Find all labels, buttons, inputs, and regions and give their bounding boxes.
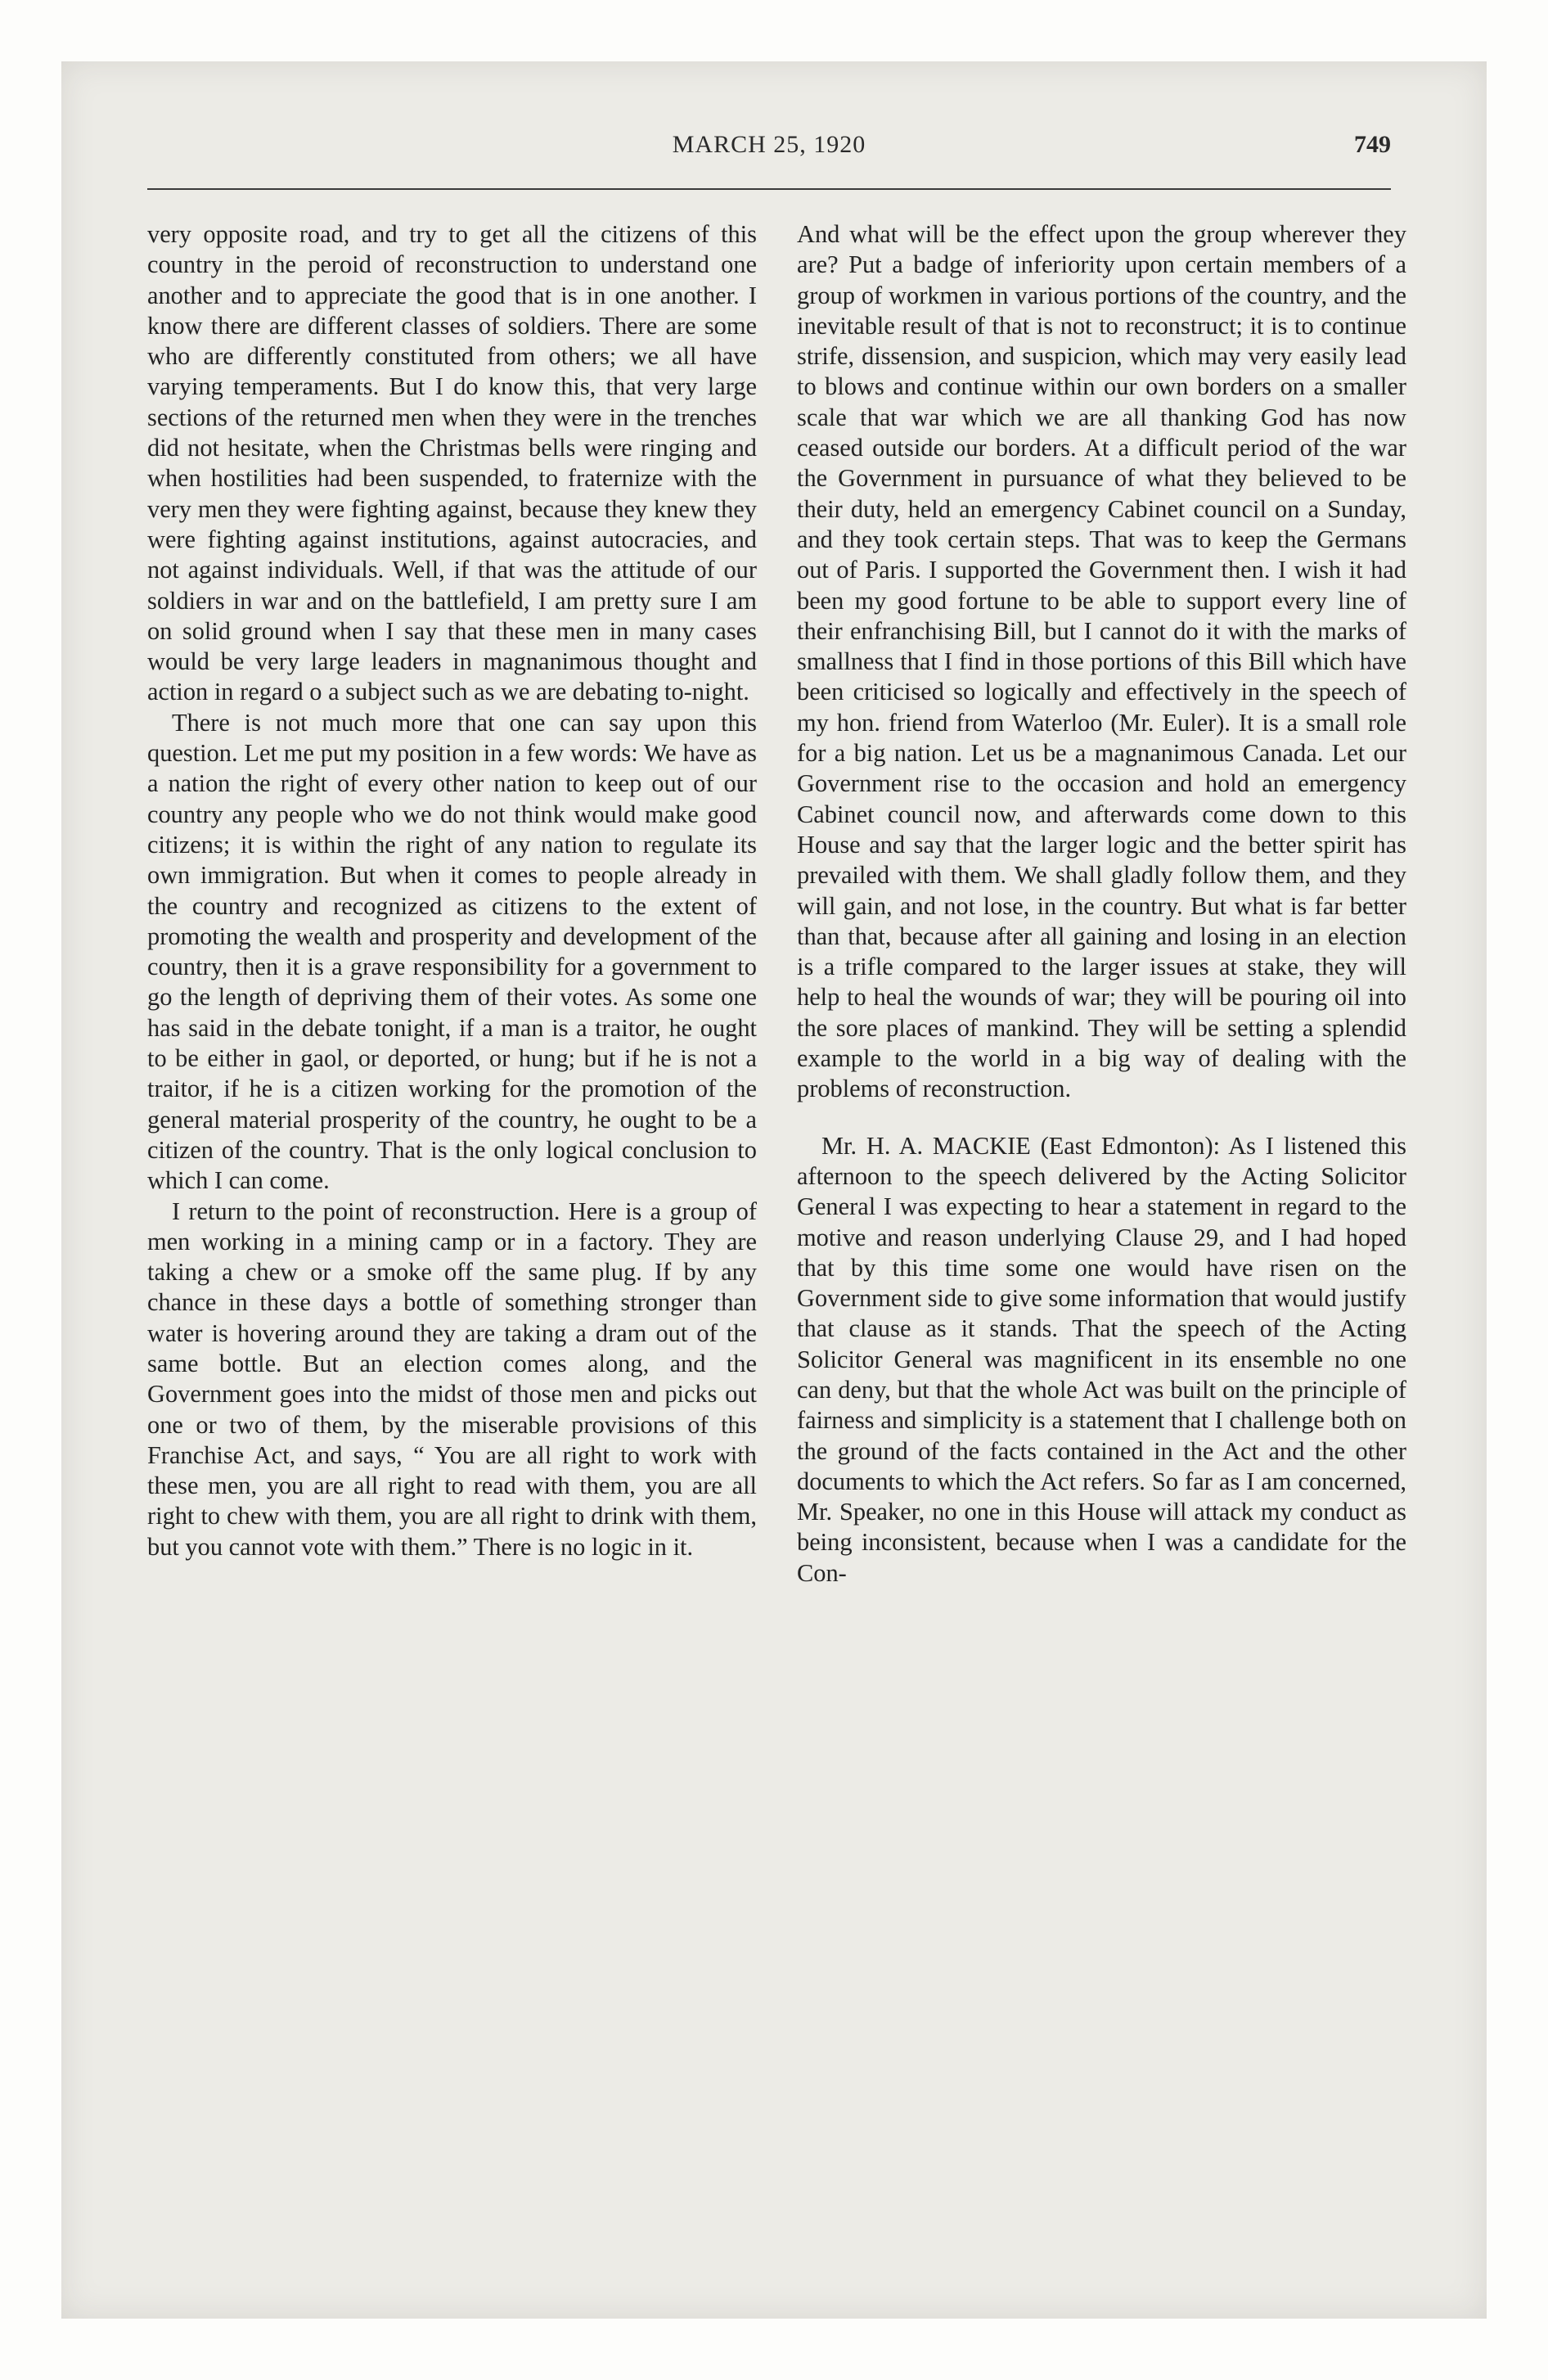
paragraph: There is not much more that one can say upon this question. Let me put my position in a few words: We have as a nation the right of every other nation to keep out of our country any people who we do not think would make good citizens; it is within the right of any nation to regulate its own immigration. But when it comes to people already in the country and recognized as citizens to the extent of promoting the wealth and prosperity and development of the country, then it is a grave responsibility for a government to go the length of depriving them of their votes. As some one has said in the debate tonight, if a man is a traitor, he ought to be either in gaol, or deported, or hung; but if he is not a traitor, if he is a citizen working for the promotion of the general material prosperity of the country, he ought to be a citizen of the country. That is the only logical conclusion to which I can come. xyxy=(147,708,757,1195)
running-title: MARCH 25, 1920 xyxy=(672,131,866,158)
left-column xyxy=(147,219,757,1562)
page-header xyxy=(147,131,1391,180)
right-column xyxy=(797,219,1406,1589)
paragraph: very opposite road, and try to get all the citizens of this country in the peroid of reconstruction to understand one another and to appreciate the good that is in one another. I know there are different classes of soldiers. There are some who are differently constituted from others; we all have varying temperaments. But I do know this, that very large sections of the returned men when they were in the trenches did not hesitate, when the Christmas bells were ringing and when hostilities had been suspended, to fraternize with the very men they were fighting against, because they knew they were fighting against institutions, against autocracies, and not against individuals. Well, if that was the attitude of our soldiers in war and on the battlefield, I am pretty sure I am on solid ground when I say that these men in many cases would be very large leaders in magnanimous thought and action in regard o a subject such as we are debating to-night. xyxy=(147,220,757,706)
paragraph: I return to the point of reconstruction. Here is a group of men working in a mining camp or in a factory. They are taking a chew or a smoke off the same plug. If by any chance in these days a bottle of something stronger than water is hovering around they are taking a dram out of the same bottle. But an election comes along, and the Government goes into the midst of those men and picks out one or two of them, by the miserable provisions of this Franchise Act, and says, “ You are all right to work with these men, you are all right to read with them, you are all right to chew with them, you are all right to drink with them, but you cannot vote with them.” There is no logic in it. xyxy=(147,1197,757,1561)
paragraph: And what will be the effect upon the group wherever they are? Put a badge of inferiority upon certain members of a group of workmen in various portions of the country, and the inevitable result of that is not to reconstruct; it is to continue strife, dissension, and suspicion, which may very easily lead to blows and continue within our own borders on a smaller scale that war which we are all thanking God has now ceased outside our borders. At a difficult period of the war the Government in pursuance of what they believed to be their duty, held an emergency Cabinet council on a Sunday, and they took certain steps. That was to keep the Germans out of Paris. I supported the Government then. I wish it had been my good fortune to be able to support every line of their enfranchising Bill, but I cannot do it with the marks of smallness that I find in those portions of this Bill which have been criticised so logically and effectively in the speech of my hon. friend from Waterloo (Mr. Euler). It is a small role for a big nation. Let us be a magnanimous Canada. Let our Government rise to the occasion and hold an emergency Cabinet council now, and afterwards come down to this House and say that the larger logic and the better spirit has prevailed with them. We shall gladly follow them, and they will gain, and not lose, in the country. But what is far better than that, because after all gaining and losing in an election is a trifle compared to the larger issues at stake, they will help to heal the wounds of war; they will be pouring oil into the sore places of mankind. They will be setting a splendid example to the world in a big way of dealing with the problems of reconstruction. xyxy=(797,220,1406,1103)
speaker-paragraph: Mr. H. A. MACKIE (East Edmonton): As I listened this afternoon to the speech delivered by the Acting Solicitor General I was expecting to hear a statement in regard to the motive and reason underlying Clause 29, and I had hoped that by this time some one would have risen on the Government side to give some information that would justify that clause as it stands. That the speech of the Acting Solicitor General was magnificent in its ensemble no one can deny, but that the whole Act was built on the principle of fairness and simplicity is a statement that I challenge both on the ground of the facts contained in the Act and the other documents to which the Act refers. So far as I am concerned, Mr. Speaker, no one in this House will attack my conduct as being inconsistent, because when I was a candidate for the Con- xyxy=(797,1131,1406,1587)
header-rule xyxy=(147,188,1391,190)
page-number: 749 xyxy=(1354,131,1391,158)
